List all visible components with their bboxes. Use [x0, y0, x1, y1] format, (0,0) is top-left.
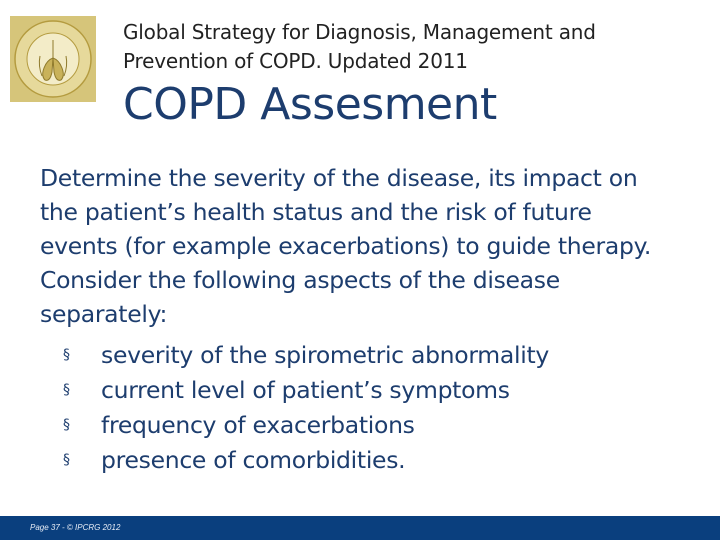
list-item-label: presence of comorbidities. — [101, 446, 406, 474]
gold-logo — [10, 16, 96, 102]
list-item-label: frequency of exacerbations — [101, 411, 415, 439]
subtitle-line-2: Prevention of COPD. Updated 2011 — [123, 49, 468, 73]
slide-title: COPD Assesment — [123, 79, 497, 130]
body-line: events (for example exacerbations) to guide therapy. — [40, 232, 652, 260]
body-line: Determine the severity of the disease, its impact on — [40, 164, 638, 192]
list-item — [63, 373, 549, 408]
bullet-icon: § — [63, 417, 70, 433]
body-line: the patient’s health status and the risk of future — [40, 198, 592, 226]
body-paragraph — [40, 161, 712, 331]
bullet-icon: § — [63, 452, 70, 468]
list-item — [63, 338, 549, 373]
footer-text: Page 37 - © IPCRG 2012 — [30, 523, 121, 532]
list-item — [63, 443, 549, 478]
body-line: separately: — [40, 300, 168, 328]
list-item — [63, 408, 549, 443]
list-item-label: current level of patient’s symptoms — [101, 376, 510, 404]
bullet-icon: § — [63, 382, 70, 398]
aspects-list — [63, 338, 549, 478]
list-item-label: severity of the spirometric abnormality — [101, 341, 549, 369]
bullet-icon: § — [63, 347, 70, 363]
footer-bar — [0, 516, 720, 540]
report-subtitle — [123, 18, 703, 76]
subtitle-line-1: Global Strategy for Diagnosis, Management and — [123, 20, 596, 44]
body-line: Consider the following aspects of the disease — [40, 266, 560, 294]
